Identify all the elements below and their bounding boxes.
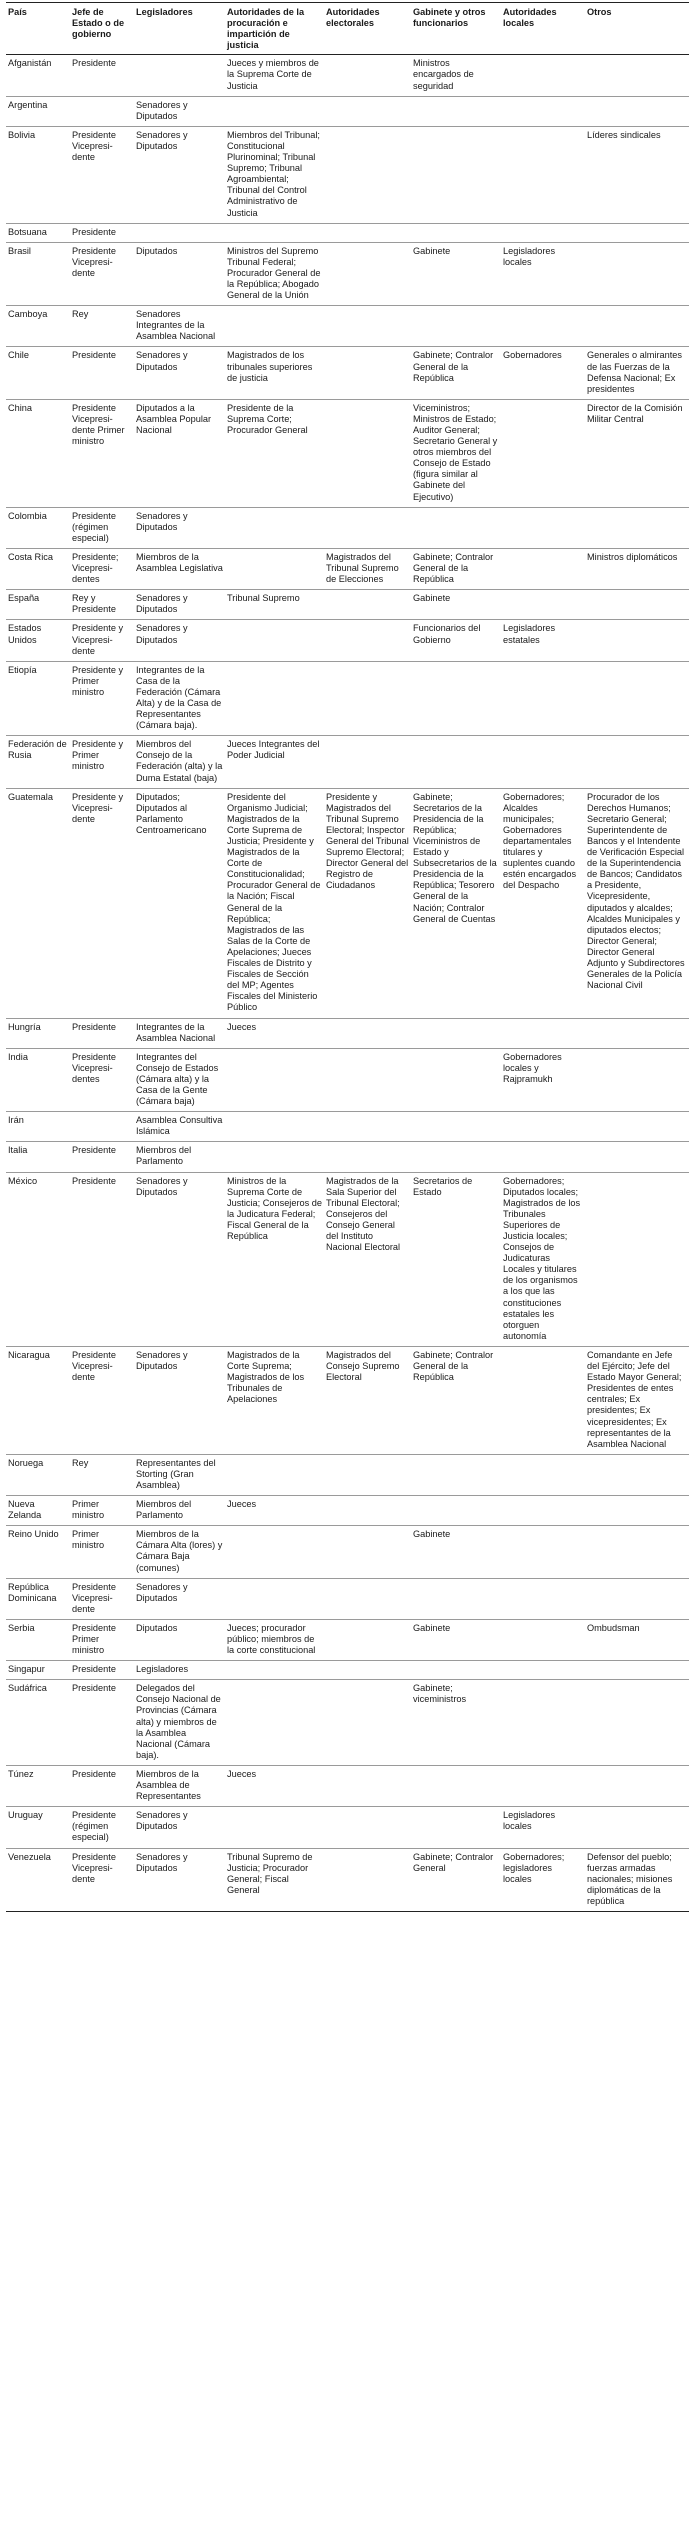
cell-gabinete	[411, 1018, 501, 1048]
cell-legisladores: Integrantes del Consejo de Estados (Cámara alta) y la Casa de la Gente (Cámara baja)	[134, 1048, 225, 1111]
cell-justicia	[225, 507, 324, 548]
cell-electorales	[324, 1018, 411, 1048]
cell-legisladores: Senadores y Diputados	[134, 590, 225, 620]
cell-locales	[501, 507, 585, 548]
cell-gabinete: Gabinete	[411, 1526, 501, 1578]
cell-locales	[501, 661, 585, 736]
header-gabinete: Gabinete y otros funcionarios	[411, 3, 501, 55]
cell-locales	[501, 55, 585, 96]
cell-legisladores: Miembros del Parlamento	[134, 1496, 225, 1526]
header-row	[6, 3, 689, 55]
cell-otros: Generales o almirantes de las Fuerzas de la Defensa Nacional; Ex presidentes	[585, 347, 689, 399]
cell-locales: Gobernadores; legisladores locales	[501, 1848, 585, 1911]
cell-jefe-estado: Presidente	[70, 1765, 134, 1806]
header-pais: País	[6, 3, 70, 55]
cell-justicia: Jueces y miembros de la Suprema Corte de Justicia	[225, 55, 324, 96]
cell-electorales	[324, 306, 411, 347]
cell-jefe-estado: Presidente	[70, 1680, 134, 1766]
cell-locales	[501, 736, 585, 788]
cell-electorales	[324, 661, 411, 736]
cell-gabinete: Gabinete; Contralor General	[411, 1848, 501, 1911]
cell-jefe-estado: Presidente Vicepresi-dente	[70, 242, 134, 305]
cell-pais: Camboya	[6, 306, 70, 347]
cell-jefe-estado: Presidente Vicepresi-dentes	[70, 1048, 134, 1111]
cell-legisladores: Senadores y Diputados	[134, 1848, 225, 1911]
table-row	[6, 788, 689, 1018]
cell-gabinete	[411, 507, 501, 548]
cell-electorales	[324, 1526, 411, 1578]
cell-pais: Irán	[6, 1112, 70, 1142]
cell-justicia	[225, 661, 324, 736]
cell-otros: Ombudsman	[585, 1619, 689, 1660]
table-body	[6, 55, 689, 1912]
cell-otros	[585, 1680, 689, 1766]
cell-electorales	[324, 1619, 411, 1660]
cell-gabinete	[411, 223, 501, 242]
table-row	[6, 1807, 689, 1848]
cell-legisladores: Delegados del Consejo Nacional de Provincias (Cámara alta) y miembros de la Asamblea Nacional (Cámara baja).	[134, 1680, 225, 1766]
cell-gabinete	[411, 661, 501, 736]
cell-legisladores: Miembros de la Asamblea de Representantes	[134, 1765, 225, 1806]
cell-justicia	[225, 223, 324, 242]
cell-pais: Serbia	[6, 1619, 70, 1660]
cell-legisladores	[134, 55, 225, 96]
cell-legisladores: Diputados	[134, 1619, 225, 1660]
cell-otros	[585, 620, 689, 661]
cell-jefe-estado: Presidente	[70, 1018, 134, 1048]
cell-pais: Chile	[6, 347, 70, 399]
cell-legisladores: Diputados a la Asamblea Popular Nacional	[134, 399, 225, 507]
cell-locales	[501, 1112, 585, 1142]
cell-legisladores: Senadores y Diputados	[134, 507, 225, 548]
cell-electorales	[324, 1496, 411, 1526]
cell-justicia	[225, 1661, 324, 1680]
cell-justicia	[225, 1526, 324, 1578]
cell-legisladores: Senadores y Diputados	[134, 1172, 225, 1346]
cell-legisladores: Senadores y Diputados	[134, 347, 225, 399]
cell-pais: Brasil	[6, 242, 70, 305]
cell-electorales	[324, 1578, 411, 1619]
cell-jefe-estado: Presidente Vicepresi-dente	[70, 1578, 134, 1619]
cell-gabinete	[411, 1048, 501, 1111]
cell-electorales	[324, 1454, 411, 1495]
cell-locales: Legisladores locales	[501, 1807, 585, 1848]
cell-otros	[585, 736, 689, 788]
cell-justicia	[225, 1454, 324, 1495]
cell-jefe-estado: Primer ministro	[70, 1496, 134, 1526]
cell-justicia: Presidente de la Suprema Corte; Procurador General	[225, 399, 324, 507]
table-row	[6, 507, 689, 548]
cell-locales	[501, 1680, 585, 1766]
cell-electorales	[324, 223, 411, 242]
cell-jefe-estado: Presidente	[70, 347, 134, 399]
cell-pais: Federación de Rusia	[6, 736, 70, 788]
cell-otros	[585, 507, 689, 548]
cell-pais: Sudáfrica	[6, 1680, 70, 1766]
cell-jefe-estado: Presidente (régimen especial)	[70, 1807, 134, 1848]
cell-justicia	[225, 620, 324, 661]
cell-locales	[501, 590, 585, 620]
table-row	[6, 736, 689, 788]
cell-electorales: Presidente y Magistrados del Tribunal Supremo Electoral; Inspector General del Tribunal Supremo Electoral; Director General del Registro de Ciudadanos	[324, 788, 411, 1018]
cell-electorales	[324, 1112, 411, 1142]
cell-electorales: Magistrados del Consejo Supremo Electoral	[324, 1346, 411, 1454]
cell-legisladores: Senadores Integrantes de la Asamblea Nacional	[134, 306, 225, 347]
cell-locales	[501, 1526, 585, 1578]
cell-legisladores: Miembros de la Asamblea Legislativa	[134, 548, 225, 589]
cell-jefe-estado: Presidente Vicepresi-dente	[70, 1848, 134, 1911]
table-row	[6, 1018, 689, 1048]
cell-jefe-estado: Presidente Vicepresi-dente Primer ministro	[70, 399, 134, 507]
table-row	[6, 1619, 689, 1660]
cell-otros	[585, 1807, 689, 1848]
cell-locales: Gobernadores	[501, 347, 585, 399]
cell-gabinete	[411, 1112, 501, 1142]
cell-gabinete: Viceministros; Ministros de Estado; Auditor General; Secretario General y otros miembros del Consejo de Estado (figura similar al Gabinete del Ejecutivo)	[411, 399, 501, 507]
cell-jefe-estado: Presidente (régimen especial)	[70, 507, 134, 548]
cell-gabinete: Gabinete; Contralor General de la República	[411, 347, 501, 399]
cell-otros	[585, 1454, 689, 1495]
cell-legisladores: Senadores y Diputados	[134, 126, 225, 223]
cell-justicia: Jueces Integrantes del Poder Judicial	[225, 736, 324, 788]
cell-electorales	[324, 1048, 411, 1111]
table-row	[6, 1112, 689, 1142]
table-row	[6, 1578, 689, 1619]
cell-otros	[585, 1172, 689, 1346]
header-jefe-estado: Jefe de Estado o de gobierno	[70, 3, 134, 55]
cell-legisladores: Integrantes de la Casa de la Federación (Cámara Alta) y de la Casa de Representantes (Cámara baja).	[134, 661, 225, 736]
cell-justicia: Miembros del Tribunal; Constitucional Plurinominal; Tribunal Supremo; Tribunal Agroambiental; Tribunal del Control Administrativo de Justicia	[225, 126, 324, 223]
cell-gabinete	[411, 1454, 501, 1495]
cell-jefe-estado	[70, 1112, 134, 1142]
cell-jefe-estado: Presidente y Primer ministro	[70, 736, 134, 788]
cell-locales	[501, 1346, 585, 1454]
cell-legisladores: Senadores y Diputados	[134, 1807, 225, 1848]
cell-pais: Guatemala	[6, 788, 70, 1018]
cell-locales: Legisladores estatales	[501, 620, 585, 661]
cell-locales	[501, 548, 585, 589]
cell-jefe-estado: Presidente y Primer ministro	[70, 661, 134, 736]
cell-pais: Afganistán	[6, 55, 70, 96]
cell-gabinete: Gabinete	[411, 590, 501, 620]
cell-pais: Colombia	[6, 507, 70, 548]
cell-gabinete	[411, 1578, 501, 1619]
cell-jefe-estado: Presidente	[70, 1661, 134, 1680]
table-row	[6, 1142, 689, 1172]
cell-pais: República Dominicana	[6, 1578, 70, 1619]
cell-justicia	[225, 306, 324, 347]
cell-jefe-estado: Presidente Primer ministro	[70, 1619, 134, 1660]
cell-electorales	[324, 347, 411, 399]
cell-locales	[501, 1496, 585, 1526]
table-row	[6, 548, 689, 589]
header-electorales: Autoridades electorales	[324, 3, 411, 55]
cell-pais: Nueva Zelanda	[6, 1496, 70, 1526]
cell-locales: Gobernadores; Alcaldes municipales; Gobernadores departamentales titulares y suplentes cuando estén encargados del Despacho	[501, 788, 585, 1018]
cell-pais: India	[6, 1048, 70, 1111]
cell-locales	[501, 96, 585, 126]
cell-jefe-estado: Presidente; Vicepresi-dentes	[70, 548, 134, 589]
table-row	[6, 1765, 689, 1806]
cell-justicia: Ministros de la Suprema Corte de Justicia; Consejeros de la Judicatura Federal; Fiscal General de la República	[225, 1172, 324, 1346]
table-row	[6, 1848, 689, 1911]
cell-gabinete	[411, 736, 501, 788]
cell-pais: Estados Unidos	[6, 620, 70, 661]
header-legisladores: Legisladores	[134, 3, 225, 55]
cell-electorales	[324, 96, 411, 126]
cell-jefe-estado: Presidente Vicepresi-dente	[70, 126, 134, 223]
cell-legisladores: Senadores y Diputados	[134, 1578, 225, 1619]
cell-pais: China	[6, 399, 70, 507]
cell-justicia	[225, 1680, 324, 1766]
cell-justicia	[225, 1578, 324, 1619]
cell-otros	[585, 590, 689, 620]
cell-gabinete	[411, 126, 501, 223]
cell-electorales	[324, 736, 411, 788]
cell-legisladores: Integrantes de la Asamblea Nacional	[134, 1018, 225, 1048]
cell-gabinete: Gabinete; Secretarios de la Presidencia de la República; Viceministros de Estado y Subsecretarios de la Presidencia de la República; Tesorero General de la Nación; Contralor General de Cuentas	[411, 788, 501, 1018]
cell-pais: España	[6, 590, 70, 620]
cell-otros: Ministros diplomáticos	[585, 548, 689, 589]
cell-electorales	[324, 1765, 411, 1806]
cell-otros	[585, 1048, 689, 1111]
cell-otros	[585, 96, 689, 126]
cell-otros	[585, 55, 689, 96]
cell-justicia: Jueces; procurador público; miembros de la corte constitucional	[225, 1619, 324, 1660]
cell-gabinete: Gabinete; Contralor General de la República	[411, 1346, 501, 1454]
cell-justicia	[225, 548, 324, 589]
cell-locales	[501, 306, 585, 347]
cell-electorales	[324, 1848, 411, 1911]
cell-locales	[501, 1619, 585, 1660]
cell-legisladores: Diputados; Diputados al Parlamento Centroamericano	[134, 788, 225, 1018]
table-header	[6, 3, 689, 55]
cell-otros	[585, 1018, 689, 1048]
cell-pais: Nicaragua	[6, 1346, 70, 1454]
table-row	[6, 1172, 689, 1346]
document-page	[6, 0, 689, 1912]
cell-legisladores: Diputados	[134, 242, 225, 305]
cell-pais: Bolivia	[6, 126, 70, 223]
cell-jefe-estado: Presidente y Vicepresi-dente	[70, 788, 134, 1018]
cell-pais: Noruega	[6, 1454, 70, 1495]
cell-legisladores: Representantes del Storting (Gran Asamblea)	[134, 1454, 225, 1495]
cell-legisladores: Miembros del Parlamento	[134, 1142, 225, 1172]
cell-legisladores: Senadores y Diputados	[134, 620, 225, 661]
cell-pais: Hungría	[6, 1018, 70, 1048]
cell-jefe-estado: Rey y Presidente	[70, 590, 134, 620]
cell-justicia	[225, 1112, 324, 1142]
table-row	[6, 399, 689, 507]
cell-gabinete: Gabinete; viceministros	[411, 1680, 501, 1766]
cell-jefe-estado	[70, 96, 134, 126]
table-row	[6, 1661, 689, 1680]
cell-locales	[501, 223, 585, 242]
cell-pais: Argentina	[6, 96, 70, 126]
cell-justicia: Jueces	[225, 1018, 324, 1048]
table-row	[6, 126, 689, 223]
cell-pais: Botsuana	[6, 223, 70, 242]
cell-jefe-estado: Primer ministro	[70, 1526, 134, 1578]
cell-gabinete: Secretarios de Estado	[411, 1172, 501, 1346]
cell-legisladores: Legisladores	[134, 1661, 225, 1680]
cell-electorales: Magistrados del Tribunal Supremo de Elecciones	[324, 548, 411, 589]
cell-otros	[585, 1578, 689, 1619]
cell-electorales: Magistrados de la Sala Superior del Tribunal Electoral; Consejeros del Consejo General del Instituto Nacional Electoral	[324, 1172, 411, 1346]
table-row	[6, 55, 689, 96]
table-row	[6, 1526, 689, 1578]
cell-electorales	[324, 126, 411, 223]
cell-justicia: Magistrados de la Corte Suprema; Magistrados de los Tribunales de Apelaciones	[225, 1346, 324, 1454]
header-justicia: Autoridades de la procuración e impartición de justicia	[225, 3, 324, 55]
cell-legisladores: Senadores y Diputados	[134, 96, 225, 126]
cell-pais: Costa Rica	[6, 548, 70, 589]
cell-gabinete	[411, 1807, 501, 1848]
cell-gabinete: Gabinete	[411, 242, 501, 305]
cell-gabinete	[411, 1142, 501, 1172]
cell-jefe-estado: Presidente	[70, 55, 134, 96]
cell-electorales	[324, 620, 411, 661]
table-row	[6, 242, 689, 305]
cell-locales	[501, 1454, 585, 1495]
cell-gabinete	[411, 306, 501, 347]
cell-otros	[585, 1765, 689, 1806]
cell-otros	[585, 661, 689, 736]
cell-justicia	[225, 1048, 324, 1111]
cell-otros: Procurador de los Derechos Humanos; Secretario General; Superintendente de Bancos y el Intendente de Verificación Especial de la Superintendencia de Bancos; Candidatos a Presidente, Vicepresidente, diputados y alcaldes; Alcaldes Municipales y diputados electos; Director General; Director General Adjunto y Subdirectores Generales de la Policía Nacional Civil	[585, 788, 689, 1018]
cell-jefe-estado: Presidente	[70, 223, 134, 242]
cell-electorales	[324, 1680, 411, 1766]
cell-jefe-estado: Presidente	[70, 1142, 134, 1172]
cell-justicia: Ministros del Supremo Tribunal Federal; Procurador General de la República; Abogado General de la Unión	[225, 242, 324, 305]
cell-pais: Reino Unido	[6, 1526, 70, 1578]
cell-justicia	[225, 1142, 324, 1172]
cell-locales	[501, 126, 585, 223]
cell-gabinete: Gabinete	[411, 1619, 501, 1660]
cell-locales	[501, 1765, 585, 1806]
cell-justicia: Magistrados de los tribunales superiores de justicia	[225, 347, 324, 399]
table-row	[6, 590, 689, 620]
cell-locales	[501, 1661, 585, 1680]
cell-justicia: Jueces	[225, 1765, 324, 1806]
cell-gabinete: Funcionarios del Gobierno	[411, 620, 501, 661]
cell-locales	[501, 1018, 585, 1048]
cell-gabinete	[411, 96, 501, 126]
cell-jefe-estado: Presidente y Vicepresi-dente	[70, 620, 134, 661]
cell-jefe-estado: Presidente	[70, 1172, 134, 1346]
cell-otros	[585, 306, 689, 347]
cell-otros	[585, 1142, 689, 1172]
cell-jefe-estado: Rey	[70, 306, 134, 347]
cell-pais: Venezuela	[6, 1848, 70, 1911]
cell-legisladores	[134, 223, 225, 242]
cell-pais: Uruguay	[6, 1807, 70, 1848]
cell-pais: Etiopía	[6, 661, 70, 736]
cell-justicia: Tribunal Supremo	[225, 590, 324, 620]
table-row	[6, 223, 689, 242]
table-row	[6, 1680, 689, 1766]
header-otros: Otros	[585, 3, 689, 55]
cell-justicia	[225, 96, 324, 126]
cell-electorales	[324, 507, 411, 548]
cell-jefe-estado: Rey	[70, 1454, 134, 1495]
cell-electorales	[324, 1807, 411, 1848]
cell-otros: Defensor del pueblo; fuerzas armadas nacionales; misiones diplomáticas de la república	[585, 1848, 689, 1911]
table-row	[6, 661, 689, 736]
cell-justicia: Jueces	[225, 1496, 324, 1526]
cell-legisladores: Asamblea Consultiva Islámica	[134, 1112, 225, 1142]
cell-gabinete: Ministros encargados de seguridad	[411, 55, 501, 96]
cell-electorales	[324, 399, 411, 507]
cell-pais: Italia	[6, 1142, 70, 1172]
cell-electorales	[324, 1142, 411, 1172]
cell-otros	[585, 242, 689, 305]
cell-jefe-estado: Presidente Vicepresi-dente	[70, 1346, 134, 1454]
cell-otros	[585, 1496, 689, 1526]
cell-gabinete	[411, 1765, 501, 1806]
cell-otros	[585, 1112, 689, 1142]
cell-pais: Singapur	[6, 1661, 70, 1680]
cell-locales: Gobernadores locales y Rajpramukh	[501, 1048, 585, 1111]
cell-otros	[585, 1661, 689, 1680]
cell-otros	[585, 1526, 689, 1578]
cell-legisladores: Senadores y Diputados	[134, 1346, 225, 1454]
cell-locales: Gobernadores; Diputados locales; Magistrados de los Tribunales Superiores de Justicia locales; Consejos de Judicaturas Locales y titulares de los organismos a los que las constituciones estatales les otorguen autonomía	[501, 1172, 585, 1346]
header-locales: Autoridades locales	[501, 3, 585, 55]
table-row	[6, 620, 689, 661]
table-row	[6, 1048, 689, 1111]
cell-electorales	[324, 242, 411, 305]
cell-legisladores: Miembros del Consejo de la Federación (alta) y la Duma Estatal (baja)	[134, 736, 225, 788]
cell-gabinete	[411, 1496, 501, 1526]
table-row	[6, 306, 689, 347]
cell-justicia: Tribunal Supremo de Justicia; Procurador General; Fiscal General	[225, 1848, 324, 1911]
cell-justicia	[225, 1807, 324, 1848]
cell-otros: Comandante en Jefe del Ejército; Jefe del Estado Mayor General; Presidentes de entes centrales; Ex presidentes; Ex vicepresidentes; Ex representantes de la Asamblea Nacional	[585, 1346, 689, 1454]
cell-gabinete	[411, 1661, 501, 1680]
cell-otros	[585, 223, 689, 242]
impeachment-table	[6, 2, 689, 1912]
cell-pais: Túnez	[6, 1765, 70, 1806]
cell-gabinete: Gabinete; Contralor General de la República	[411, 548, 501, 589]
cell-electorales	[324, 590, 411, 620]
cell-locales	[501, 399, 585, 507]
table-row	[6, 1454, 689, 1495]
cell-locales: Legisladores locales	[501, 242, 585, 305]
cell-pais: México	[6, 1172, 70, 1346]
cell-legisladores: Miembros de la Cámara Alta (lores) y Cámara Baja (comunes)	[134, 1526, 225, 1578]
cell-locales	[501, 1142, 585, 1172]
table-row	[6, 1346, 689, 1454]
cell-electorales	[324, 1661, 411, 1680]
cell-electorales	[324, 55, 411, 96]
table-row	[6, 347, 689, 399]
cell-justicia: Presidente del Organismo Judicial; Magistrados de la Corte Suprema de Justicia; Presidente y Magistrados de la Corte de Constitucionalidad; Procurador General de la Nación; Fiscal General de la República; Magistrados de las Salas de la Corte de Apelaciones; Jueces Fiscales de Distrito y Fiscales de Sección del MP; Agentes Fiscales del Ministerio Público	[225, 788, 324, 1018]
table-row	[6, 1496, 689, 1526]
cell-otros: Líderes sindicales	[585, 126, 689, 223]
table-row	[6, 96, 689, 126]
cell-locales	[501, 1578, 585, 1619]
cell-otros: Director de la Comisión Militar Central	[585, 399, 689, 507]
